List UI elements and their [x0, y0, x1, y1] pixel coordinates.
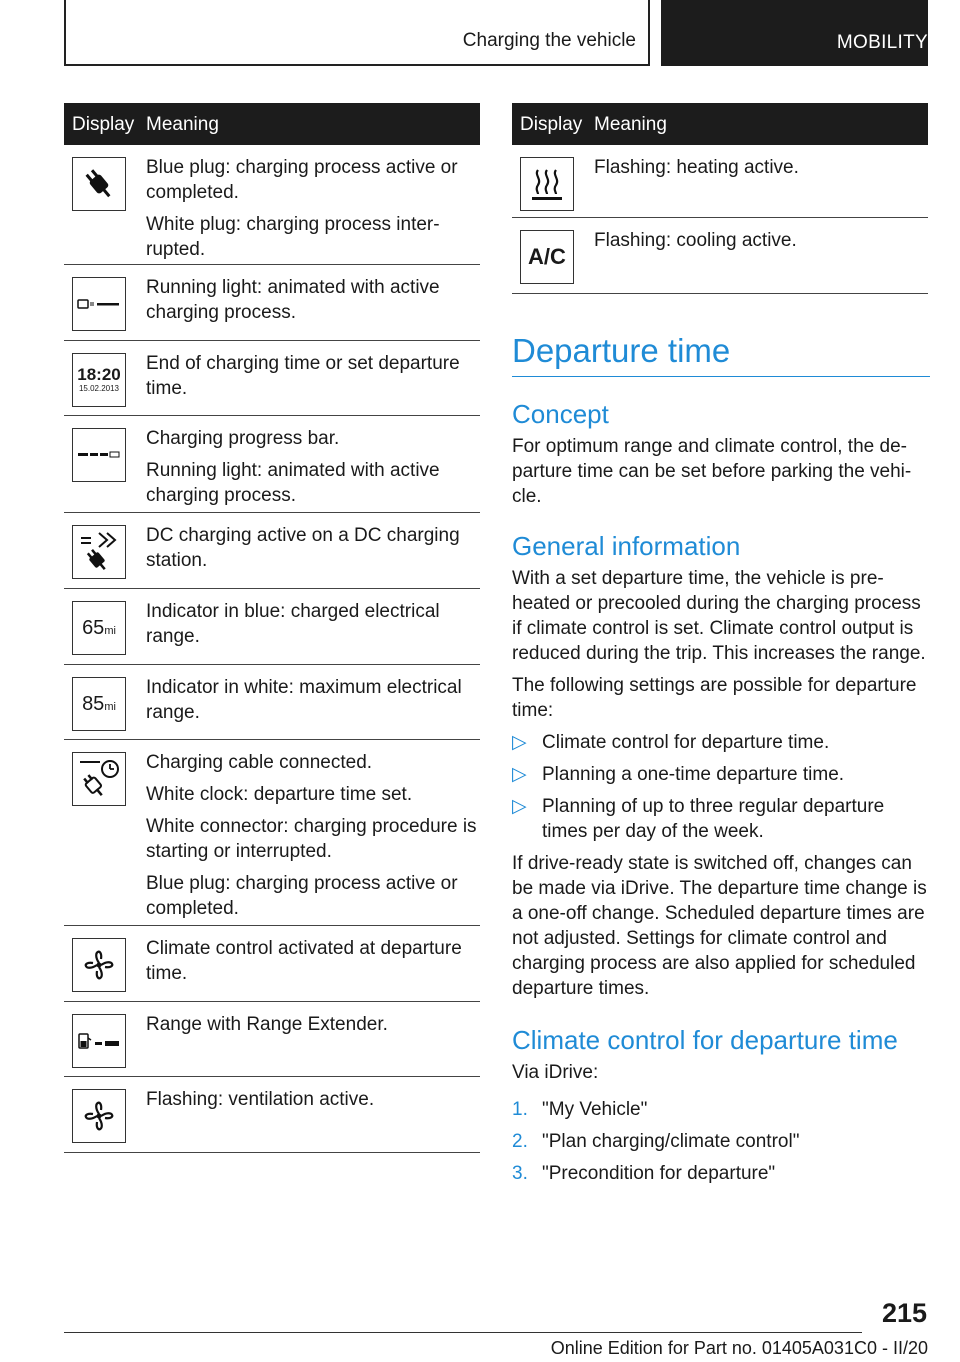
- list-item: [512, 1097, 930, 1122]
- list-item: [512, 1129, 930, 1154]
- ac-label: A/C: [528, 244, 566, 269]
- table-row: [64, 341, 480, 416]
- range-white-icon: [72, 677, 126, 731]
- table-row: [64, 416, 480, 513]
- range-unit: mi: [104, 701, 116, 713]
- table-row: [64, 513, 480, 589]
- step-text: "Precondition for departure": [542, 1163, 776, 1184]
- progress-bar-icon: [72, 428, 126, 482]
- fan-icon: [72, 1089, 126, 1143]
- range-value: 65: [82, 616, 105, 639]
- cable-clock-icon: [72, 752, 126, 806]
- list-item: [512, 794, 930, 844]
- meaning-text: Blue plug: charging process active or completed.: [146, 873, 458, 919]
- table-row: [64, 665, 480, 740]
- bullet-icon: ▷: [512, 732, 527, 753]
- meaning-text: Charging cable connected.: [146, 752, 373, 773]
- range-blue-icon: [72, 601, 126, 655]
- meaning-text: Blue plug: charging process active or completed.: [146, 157, 458, 203]
- list-item-text: Climate control for departure time.: [542, 732, 830, 753]
- list-item: [512, 762, 930, 787]
- page-header: [64, 0, 928, 66]
- departure-section: [512, 332, 930, 1186]
- meaning-text: Indicator in white: maximum electrical range.: [146, 677, 462, 723]
- display-meaning-table-right: [512, 103, 928, 294]
- table-row: [64, 740, 480, 926]
- meaning-text: Flashing: cooling active.: [594, 230, 797, 251]
- dc-plug-icon: [72, 525, 126, 579]
- table-row: [64, 1002, 480, 1077]
- meaning-text: Flashing: heating active.: [594, 157, 799, 178]
- drive-ready-text: If drive-ready state is switched off, changes can be made via iDrive. The departure time change is a one-off change. Scheduled departure times are not adjusted. Settings for climate control and charging process are also applied for scheduled departure times.: [512, 853, 927, 999]
- page-number: 215: [881, 1298, 927, 1328]
- range-value: 85: [82, 692, 105, 715]
- concept-text: For optimum range and climate control, the de-parture time can be set before parking the vehi-cle.: [512, 436, 912, 507]
- general-heading: General information: [512, 531, 741, 561]
- via-idrive: Via iDrive:: [512, 1062, 599, 1083]
- step-text: "Plan charging/climate control": [542, 1131, 800, 1152]
- table-row: [64, 589, 480, 665]
- list-item: [512, 1161, 930, 1186]
- heating-icon: [520, 157, 574, 211]
- table-row: [64, 1077, 480, 1153]
- list-item-text: Planning a one-time departure time.: [542, 764, 845, 785]
- meaning-text: White clock: departure time set.: [146, 784, 413, 805]
- fan-icon: [72, 938, 126, 992]
- table-row: [64, 265, 480, 341]
- steps-list: [512, 1097, 930, 1186]
- display-meaning-table-left: [64, 103, 480, 1153]
- date-readout: 15.02.2013: [78, 384, 120, 393]
- step-number: 2.: [512, 1131, 528, 1152]
- list-item-text: Planning of up to three regular departure times per day of the week.: [542, 796, 885, 842]
- chapter-tab: [661, 0, 928, 66]
- table-header: [64, 103, 480, 145]
- meaning-text: Climate control activated at departure time.: [146, 938, 462, 984]
- meaning-text: Range with Range Extender.: [146, 1014, 388, 1035]
- table-row: [512, 218, 928, 294]
- meaning-text: Charging progress bar.: [146, 428, 340, 449]
- meaning-text: Indicator in blue: charged electrical range.: [146, 601, 440, 647]
- footer-divider: [64, 1332, 862, 1333]
- col-meaning: Meaning: [594, 114, 667, 135]
- meaning-text: Running light: animated with active charging process.: [146, 277, 440, 323]
- running-light-icon: [72, 277, 126, 331]
- table-row: [64, 145, 480, 265]
- settings-intro: The following settings are possible for departure time:: [512, 675, 917, 721]
- table-row: [64, 926, 480, 1002]
- table-row: [512, 145, 928, 218]
- bullet-icon: ▷: [512, 764, 527, 785]
- concept-heading: Concept: [512, 399, 609, 429]
- meaning-text: White plug: charging process inter-rupted.: [146, 214, 440, 260]
- climate-heading: Climate control for departure time: [512, 1025, 898, 1055]
- col-display: Display: [520, 114, 583, 135]
- general-text: With a set departure time, the vehicle is pre-heated or precooled during the charging process if climate control is set. Climate control output is reduced during the trip. This increases the range.: [512, 568, 926, 664]
- step-number: 3.: [512, 1163, 528, 1184]
- section-tab: [64, 0, 650, 66]
- settings-list: [512, 730, 930, 844]
- meaning-text: White connector: charging procedure is starting or interrupted.: [146, 816, 477, 862]
- plug-icon: [72, 157, 126, 211]
- fuel-bar-icon: [72, 1014, 126, 1068]
- time-readout: 18:20: [77, 365, 121, 384]
- ac-icon: [520, 230, 574, 284]
- section-heading: Departure time: [512, 332, 930, 377]
- list-item: [512, 730, 930, 755]
- chapter-title: MOBILITY: [836, 32, 928, 53]
- meaning-text: DC charging active on a DC charging station.: [146, 525, 460, 571]
- bullet-icon: ▷: [512, 796, 527, 817]
- meaning-text: Flashing: ventilation active.: [146, 1089, 375, 1110]
- step-number: 1.: [512, 1099, 528, 1120]
- meaning-text: Running light: animated with active charging process.: [146, 460, 440, 506]
- section-title: Charging the vehicle: [462, 30, 636, 51]
- col-display: Display: [72, 114, 135, 135]
- range-unit: mi: [104, 625, 116, 637]
- footer-text: Online Edition for Part no. 01405A031C0 - II/20: [550, 1338, 928, 1358]
- meaning-text: End of charging time or set departure time.: [146, 353, 460, 399]
- col-meaning: Meaning: [146, 114, 219, 135]
- clock-date-icon: [72, 353, 126, 407]
- step-text: "My Vehicle": [542, 1099, 648, 1120]
- table-header: [512, 103, 928, 145]
